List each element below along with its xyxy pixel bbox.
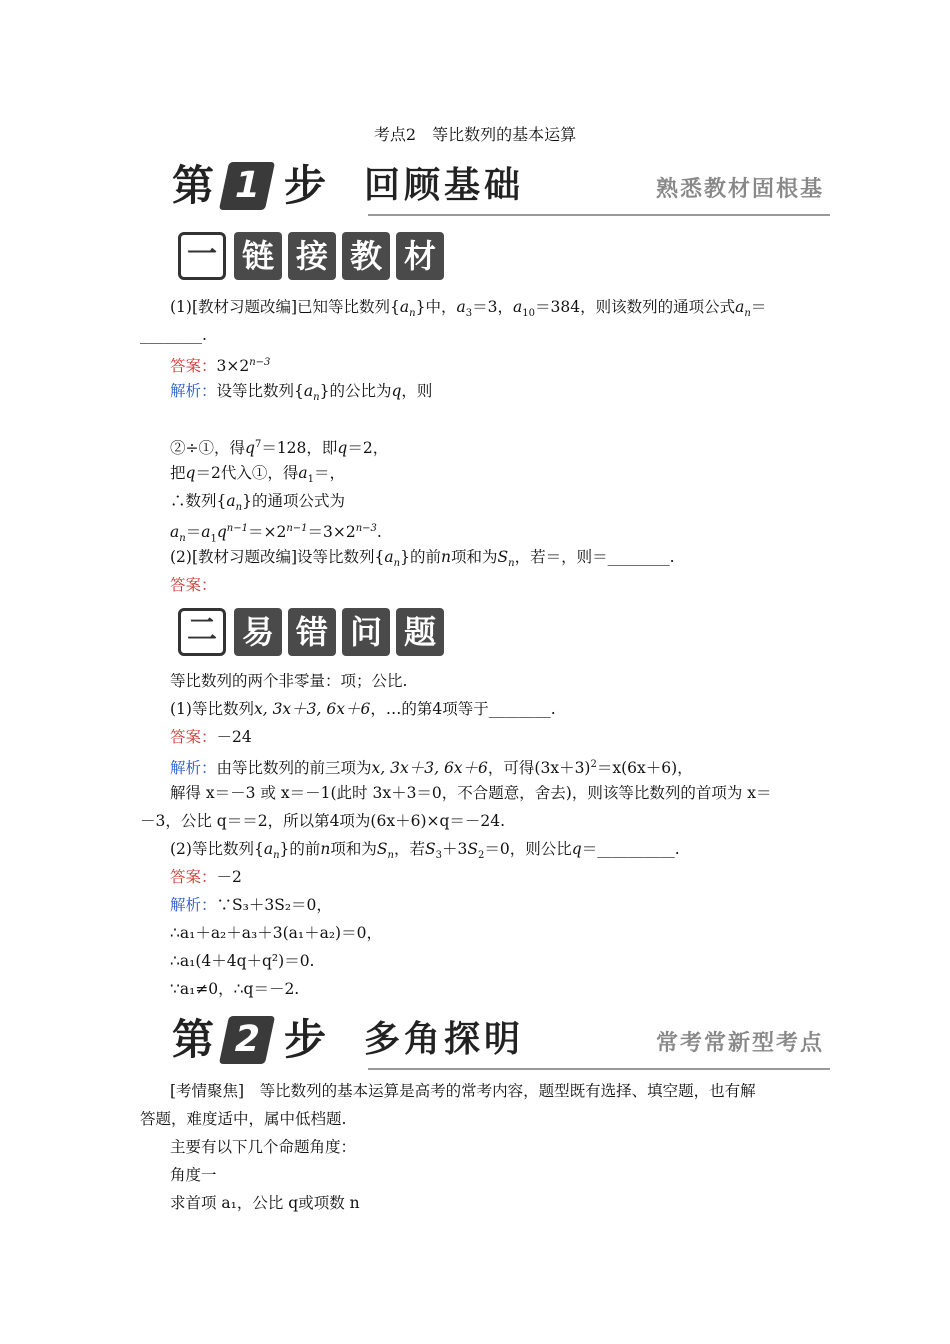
- section-tile: 题: [396, 608, 444, 656]
- step-rule: [368, 1068, 830, 1070]
- answer-line: 答案：－24: [170, 728, 252, 746]
- section-tile: 材: [396, 232, 444, 280]
- step-side-caption: 熟悉教材固根基: [655, 177, 824, 202]
- analysis-label: 解析：: [170, 896, 217, 914]
- analysis-label: 解析：: [170, 382, 217, 400]
- intro-text: 等比数列的两个非零量：项；公比.: [170, 672, 408, 690]
- answer-label: 答案：: [170, 576, 217, 594]
- step-rule: [368, 214, 830, 216]
- paragraph: [考情聚焦] 等比数列的基本运算是高考的常考内容，题型既有选择、填空题，也有解: [170, 1082, 756, 1100]
- analysis-line: 解析：∵S₃＋3S₂＝0，: [170, 896, 332, 914]
- section-tile: 教: [342, 232, 390, 280]
- answer-line: 答案：－2: [170, 868, 242, 886]
- step-bu: 步: [284, 1015, 327, 1064]
- analysis-step: －3，公比 q＝＝2，所以第4项为(6x＋6)×q＝－24.: [140, 812, 506, 830]
- section-tile: 错: [288, 608, 336, 656]
- paragraph: 主要有以下几个命题角度：: [170, 1138, 357, 1156]
- answer-line: 答案：$3\times 2^{n-3}$: [170, 357, 271, 376]
- answer-label: 答案：: [170, 728, 217, 746]
- analysis-label: 解析：: [170, 759, 217, 778]
- section-number-box: 一: [178, 232, 226, 280]
- step-2-banner: [168, 1012, 830, 1072]
- analysis-step: 解得 x＝－3 或 x＝－1(此时 3x＋3＝0，不合题意，舍去)，则该等比数列的首项为 x＝: [170, 784, 772, 802]
- answer-blank: ________.: [140, 326, 207, 344]
- analysis-step: ∴数列$\{a_n\}$的通项公式为: [170, 492, 345, 514]
- step-di: 第: [172, 161, 215, 210]
- step-bu: 步: [284, 161, 327, 210]
- analysis-step: $a_n=a_1q^{n-1}=\times 2^{n-1}=3\times 2^{n-3}$.: [170, 523, 382, 545]
- analysis-step: ∴a₁(4＋4q＋q²)＝0.: [170, 952, 315, 970]
- analysis-step: ②÷①，得$q^7=128$，即q＝2，: [170, 439, 389, 458]
- step-heading: 回顾基础: [364, 165, 525, 206]
- section-tile: 接: [288, 232, 336, 280]
- question-2: (2)[教材习题改编]设等比数列$\{a_n\}$的前n项和为$S_n$，若＝，则＝________.: [170, 548, 675, 570]
- angle-heading: 角度一: [170, 1166, 217, 1184]
- step-di: 第: [172, 1015, 215, 1064]
- section-tile: 问: [342, 608, 390, 656]
- step-number-badge: 2: [219, 1016, 275, 1064]
- angle-title: 求首项 a₁，公比 q或项数 n: [170, 1194, 360, 1212]
- question-1: (1)[教材习题改编]已知等比数列$\{a_n\}$中，$a_3=3$，$a_{10}=384$，则该数列的通项公式$a_n=$: [170, 298, 767, 320]
- analysis-step: 把q＝2代入①，得$a_1=$，: [170, 464, 345, 486]
- answer-label: 答案：: [170, 868, 217, 886]
- step-number-badge: 1: [219, 162, 275, 210]
- section-tile: 链: [234, 232, 282, 280]
- step-side-caption: 常考常新型考点: [655, 1031, 824, 1056]
- section-tile: 易: [234, 608, 282, 656]
- step-1-banner: [168, 158, 830, 218]
- analysis-step: ∴a₁＋a₂＋a₃＋3(a₁＋a₂)＝0，: [170, 924, 382, 942]
- section-number-box: 二: [178, 608, 226, 656]
- paragraph: 答题，难度适中，属中低档题.: [140, 1110, 347, 1128]
- question-1: (1)等比数列x, 3x＋3, 6x＋6，…的第4项等于________.: [170, 700, 556, 718]
- page-title: 考点2 等比数列的基本运算: [373, 125, 577, 144]
- analysis-line: 解析：设等比数列$\{a_n\}$的公比为q，则: [170, 382, 433, 404]
- analysis-step: ∵a₁≠0，∴q＝－2.: [170, 980, 300, 998]
- answer-line: [170, 574, 217, 596]
- question-2: (2)等比数列$\{a_n\}$的前n项和为$S_n$，若$S_3+3S_2=0$，则公比q＝__________.: [170, 840, 680, 862]
- analysis-line: 解析：由等比数列的前三项为x, 3x＋3, 6x＋6，可得$(3x+3)^2=x(6x+6)$，: [170, 759, 693, 778]
- answer-label: 答案：: [170, 357, 217, 376]
- step-heading: 多角探明: [364, 1019, 525, 1060]
